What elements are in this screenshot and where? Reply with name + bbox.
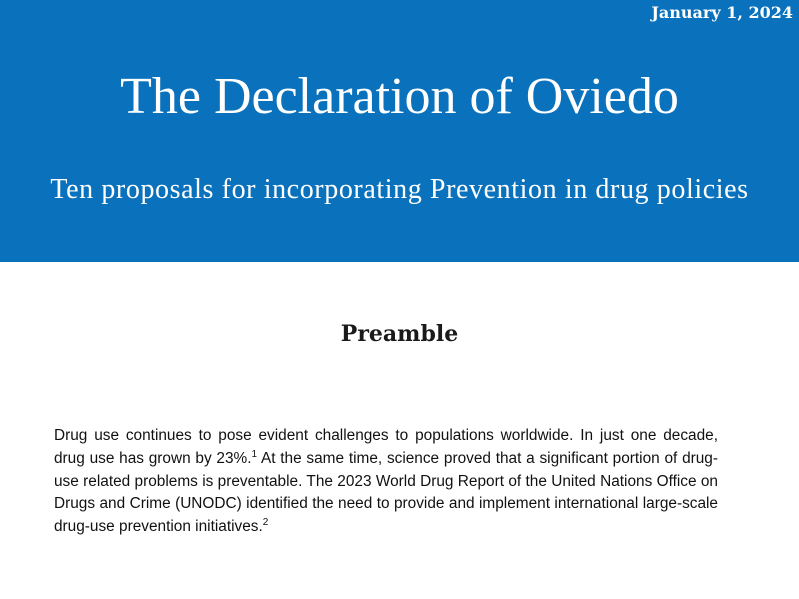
- header-banner: [0, 0, 799, 262]
- section-heading-preamble: Preamble: [340, 321, 459, 347]
- publication-date: January 1, 2024: [651, 3, 793, 22]
- footnote-marker-2[interactable]: 2: [262, 517, 269, 529]
- document-title: The Declaration of Oviedo: [120, 68, 679, 125]
- paragraph-text-part-2: At the same time, science proved that a significant portion of drug-use related problems is preventable. The 2023 World Drug Report of the United Nations Office on Drugs and Crime (UNODC) identified the need to provide and implement international large-scale drug-use prevention initiatives.: [54, 449, 718, 536]
- footnote-marker-1[interactable]: 1: [251, 448, 258, 460]
- preamble-paragraph: [54, 425, 718, 539]
- document-subtitle: Ten proposals for incorporating Prevention in drug policies: [50, 174, 749, 205]
- paragraph-text-part-1: Drug use continues to pose evident challenges to populations worldwide. In just one decade, drug use has grown by 23%.: [54, 427, 718, 467]
